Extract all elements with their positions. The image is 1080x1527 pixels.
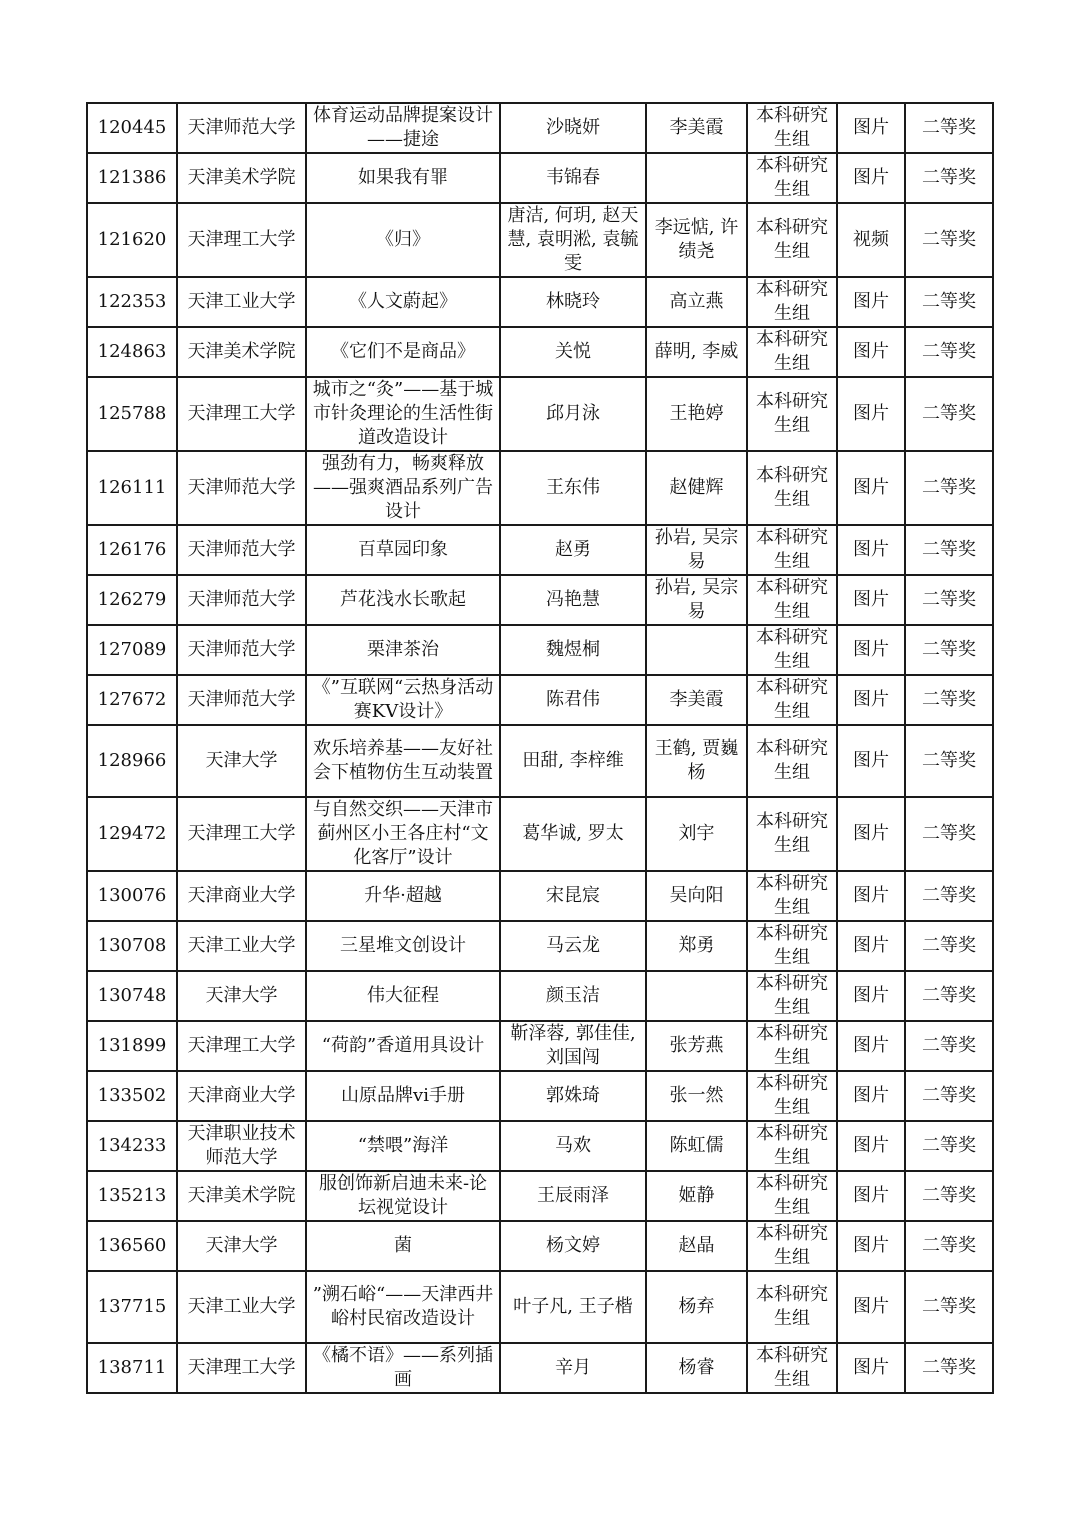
- entry-id-cell: 136560: [87, 1221, 177, 1271]
- work-title-cell: 《橘不语》——系列插画: [306, 1343, 500, 1393]
- group-cell: 本科研究生组: [747, 203, 837, 277]
- work-title-cell: 芦花浅水长歌起: [306, 575, 500, 625]
- authors-cell: 唐洁, 何玥, 赵天慧, 袁明淞, 袁毓雯: [500, 203, 646, 277]
- entry-id-cell: 126279: [87, 575, 177, 625]
- work-type-cell: 图片: [837, 625, 905, 675]
- entry-id-cell: 121386: [87, 153, 177, 203]
- entry-id-cell: 127089: [87, 625, 177, 675]
- table-row: [87, 575, 993, 625]
- work-type-cell: 图片: [837, 575, 905, 625]
- entry-id-cell: 120445: [87, 103, 177, 153]
- work-title-cell: 强劲有力，畅爽释放——强爽酒品系列广告设计: [306, 451, 500, 525]
- group-cell: 本科研究生组: [747, 921, 837, 971]
- school-cell: 天津工业大学: [177, 277, 306, 327]
- table-row: [87, 797, 993, 871]
- award-cell: 二等奖: [905, 797, 993, 871]
- school-cell: 天津商业大学: [177, 1071, 306, 1121]
- work-title-cell: 《人文蔚起》: [306, 277, 500, 327]
- school-cell: 天津大学: [177, 1221, 306, 1271]
- award-cell: 二等奖: [905, 277, 993, 327]
- advisor-cell: 杨睿: [646, 1343, 747, 1393]
- work-type-cell: 图片: [837, 725, 905, 797]
- work-type-cell: 图片: [837, 327, 905, 377]
- school-cell: 天津师范大学: [177, 575, 306, 625]
- advisor-cell: 张芳燕: [646, 1021, 747, 1071]
- authors-cell: 辛月: [500, 1343, 646, 1393]
- award-cell: 二等奖: [905, 1221, 993, 1271]
- group-cell: 本科研究生组: [747, 1021, 837, 1071]
- school-cell: 天津师范大学: [177, 103, 306, 153]
- authors-cell: 关悦: [500, 327, 646, 377]
- work-title-cell: 城市之“灸”——基于城市针灸理论的生活性街道改造设计: [306, 377, 500, 451]
- work-type-cell: 图片: [837, 277, 905, 327]
- authors-cell: 郭姝琦: [500, 1071, 646, 1121]
- entry-id-cell: 128966: [87, 725, 177, 797]
- advisor-cell: 孙岩, 吴宗易: [646, 575, 747, 625]
- school-cell: 天津美术学院: [177, 1171, 306, 1221]
- school-cell: 天津师范大学: [177, 525, 306, 575]
- table-row: [87, 451, 993, 525]
- award-cell: 二等奖: [905, 625, 993, 675]
- authors-cell: 靳泽蓉, 郭佳佳, 刘国闯: [500, 1021, 646, 1071]
- advisor-cell: 张一然: [646, 1071, 747, 1121]
- entry-id-cell: 130708: [87, 921, 177, 971]
- group-cell: 本科研究生组: [747, 797, 837, 871]
- award-cell: 二等奖: [905, 871, 993, 921]
- school-cell: 天津理工大学: [177, 1021, 306, 1071]
- authors-cell: 邱月泳: [500, 377, 646, 451]
- work-title-cell: 《”互联网“云热身活动赛KV设计》: [306, 675, 500, 725]
- entry-id-cell: 138711: [87, 1343, 177, 1393]
- table-row: [87, 675, 993, 725]
- entry-id-cell: 133502: [87, 1071, 177, 1121]
- entry-id-cell: 137715: [87, 1271, 177, 1343]
- work-type-cell: 图片: [837, 1343, 905, 1393]
- table-row: [87, 525, 993, 575]
- entry-id-cell: 124863: [87, 327, 177, 377]
- school-cell: 天津职业技术师范大学: [177, 1121, 306, 1171]
- table-row: [87, 1071, 993, 1121]
- table-row: [87, 921, 993, 971]
- entry-id-cell: 121620: [87, 203, 177, 277]
- table-row: [87, 327, 993, 377]
- award-list-sheet: [86, 102, 992, 1394]
- table-row: [87, 153, 993, 203]
- work-title-cell: 三星堆文创设计: [306, 921, 500, 971]
- advisor-cell: 薛明, 李威: [646, 327, 747, 377]
- group-cell: 本科研究生组: [747, 377, 837, 451]
- work-type-cell: 图片: [837, 1021, 905, 1071]
- work-type-cell: 图片: [837, 1121, 905, 1171]
- table-row: [87, 377, 993, 451]
- authors-cell: 韦锦春: [500, 153, 646, 203]
- award-table-body: [87, 103, 993, 1393]
- table-row: [87, 625, 993, 675]
- authors-cell: 林晓玲: [500, 277, 646, 327]
- authors-cell: 葛华诚, 罗太: [500, 797, 646, 871]
- work-title-cell: 《归》: [306, 203, 500, 277]
- school-cell: 天津大学: [177, 725, 306, 797]
- table-row: [87, 871, 993, 921]
- authors-cell: 魏煜桐: [500, 625, 646, 675]
- school-cell: 天津师范大学: [177, 675, 306, 725]
- group-cell: 本科研究生组: [747, 725, 837, 797]
- group-cell: 本科研究生组: [747, 625, 837, 675]
- work-type-cell: 图片: [837, 525, 905, 575]
- authors-cell: 马欢: [500, 1121, 646, 1171]
- table-row: [87, 277, 993, 327]
- table-row: [87, 1271, 993, 1343]
- advisor-cell: [646, 625, 747, 675]
- advisor-cell: 姬静: [646, 1171, 747, 1221]
- authors-cell: 王东伟: [500, 451, 646, 525]
- entry-id-cell: 129472: [87, 797, 177, 871]
- entry-id-cell: 130076: [87, 871, 177, 921]
- award-cell: 二等奖: [905, 203, 993, 277]
- school-cell: 天津美术学院: [177, 153, 306, 203]
- advisor-cell: 王鹤, 贾巍杨: [646, 725, 747, 797]
- advisor-cell: 李美霞: [646, 675, 747, 725]
- award-cell: 二等奖: [905, 1021, 993, 1071]
- work-type-cell: 图片: [837, 153, 905, 203]
- table-row: [87, 725, 993, 797]
- authors-cell: 马云龙: [500, 921, 646, 971]
- award-cell: 二等奖: [905, 327, 993, 377]
- table-row: [87, 1221, 993, 1271]
- work-title-cell: 欢乐培养基——友好社会下植物仿生互动装置: [306, 725, 500, 797]
- group-cell: 本科研究生组: [747, 575, 837, 625]
- table-row: [87, 1121, 993, 1171]
- award-cell: 二等奖: [905, 1071, 993, 1121]
- group-cell: 本科研究生组: [747, 1171, 837, 1221]
- work-type-cell: 图片: [837, 451, 905, 525]
- school-cell: 天津工业大学: [177, 921, 306, 971]
- authors-cell: 王辰雨泽: [500, 1171, 646, 1221]
- authors-cell: 颜玉洁: [500, 971, 646, 1021]
- school-cell: 天津理工大学: [177, 377, 306, 451]
- group-cell: 本科研究生组: [747, 1221, 837, 1271]
- advisor-cell: 李远惦, 许绩尧: [646, 203, 747, 277]
- entry-id-cell: 125788: [87, 377, 177, 451]
- entry-id-cell: 135213: [87, 1171, 177, 1221]
- entry-id-cell: 134233: [87, 1121, 177, 1171]
- advisor-cell: 陈虹儒: [646, 1121, 747, 1171]
- authors-cell: 宋昆宸: [500, 871, 646, 921]
- group-cell: 本科研究生组: [747, 1271, 837, 1343]
- work-type-cell: 图片: [837, 675, 905, 725]
- advisor-cell: [646, 153, 747, 203]
- school-cell: 天津大学: [177, 971, 306, 1021]
- award-cell: 二等奖: [905, 1343, 993, 1393]
- award-table: [86, 102, 994, 1394]
- advisor-cell: [646, 971, 747, 1021]
- work-type-cell: 图片: [837, 103, 905, 153]
- table-row: [87, 203, 993, 277]
- work-type-cell: 视频: [837, 203, 905, 277]
- authors-cell: 沙晓妍: [500, 103, 646, 153]
- work-title-cell: 菌: [306, 1221, 500, 1271]
- entry-id-cell: 130748: [87, 971, 177, 1021]
- authors-cell: 赵勇: [500, 525, 646, 575]
- work-type-cell: 图片: [837, 377, 905, 451]
- award-cell: 二等奖: [905, 1121, 993, 1171]
- school-cell: 天津工业大学: [177, 1271, 306, 1343]
- work-title-cell: 百草园印象: [306, 525, 500, 575]
- table-row: [87, 971, 993, 1021]
- advisor-cell: 郑勇: [646, 921, 747, 971]
- authors-cell: 田甜, 李梓维: [500, 725, 646, 797]
- entry-id-cell: 126111: [87, 451, 177, 525]
- work-title-cell: 伟大征程: [306, 971, 500, 1021]
- work-title-cell: 服创饰新启迪未来-论坛视觉设计: [306, 1171, 500, 1221]
- work-title-cell: “禁喂”海洋: [306, 1121, 500, 1171]
- school-cell: 天津理工大学: [177, 797, 306, 871]
- entry-id-cell: 122353: [87, 277, 177, 327]
- school-cell: 天津美术学院: [177, 327, 306, 377]
- table-row: [87, 1343, 993, 1393]
- award-cell: 二等奖: [905, 971, 993, 1021]
- group-cell: 本科研究生组: [747, 1071, 837, 1121]
- award-cell: 二等奖: [905, 525, 993, 575]
- entry-id-cell: 127672: [87, 675, 177, 725]
- award-cell: 二等奖: [905, 103, 993, 153]
- group-cell: 本科研究生组: [747, 525, 837, 575]
- award-cell: 二等奖: [905, 575, 993, 625]
- work-title-cell: 栗津茶治: [306, 625, 500, 675]
- group-cell: 本科研究生组: [747, 971, 837, 1021]
- advisor-cell: 吴向阳: [646, 871, 747, 921]
- school-cell: 天津师范大学: [177, 625, 306, 675]
- table-row: [87, 103, 993, 153]
- entry-id-cell: 126176: [87, 525, 177, 575]
- group-cell: 本科研究生组: [747, 675, 837, 725]
- advisor-cell: 刘宇: [646, 797, 747, 871]
- school-cell: 天津理工大学: [177, 203, 306, 277]
- work-type-cell: 图片: [837, 971, 905, 1021]
- group-cell: 本科研究生组: [747, 451, 837, 525]
- group-cell: 本科研究生组: [747, 1121, 837, 1171]
- group-cell: 本科研究生组: [747, 153, 837, 203]
- advisor-cell: 杨弃: [646, 1271, 747, 1343]
- group-cell: 本科研究生组: [747, 277, 837, 327]
- advisor-cell: 孙岩, 吴宗易: [646, 525, 747, 575]
- advisor-cell: 赵晶: [646, 1221, 747, 1271]
- work-title-cell: 如果我有罪: [306, 153, 500, 203]
- school-cell: 天津理工大学: [177, 1343, 306, 1393]
- award-cell: 二等奖: [905, 1271, 993, 1343]
- table-row: [87, 1021, 993, 1071]
- work-type-cell: 图片: [837, 1071, 905, 1121]
- group-cell: 本科研究生组: [747, 327, 837, 377]
- authors-cell: 叶子凡, 王子楷: [500, 1271, 646, 1343]
- advisor-cell: 高立燕: [646, 277, 747, 327]
- award-cell: 二等奖: [905, 1171, 993, 1221]
- work-type-cell: 图片: [837, 1271, 905, 1343]
- authors-cell: 冯艳慧: [500, 575, 646, 625]
- work-type-cell: 图片: [837, 871, 905, 921]
- award-cell: 二等奖: [905, 153, 993, 203]
- award-cell: 二等奖: [905, 675, 993, 725]
- award-cell: 二等奖: [905, 377, 993, 451]
- table-row: [87, 1171, 993, 1221]
- work-type-cell: 图片: [837, 1171, 905, 1221]
- work-type-cell: 图片: [837, 921, 905, 971]
- work-type-cell: 图片: [837, 1221, 905, 1271]
- award-cell: 二等奖: [905, 451, 993, 525]
- authors-cell: 杨文婷: [500, 1221, 646, 1271]
- school-cell: 天津师范大学: [177, 451, 306, 525]
- work-title-cell: 与自然交织——天津市蓟州区小王各庄村“文化客厅”设计: [306, 797, 500, 871]
- work-type-cell: 图片: [837, 797, 905, 871]
- work-title-cell: ”溯石峪“——天津西井峪村民宿改造设计: [306, 1271, 500, 1343]
- work-title-cell: 体育运动品牌提案设计——捷途: [306, 103, 500, 153]
- work-title-cell: 山原品牌vi手册: [306, 1071, 500, 1121]
- authors-cell: 陈君伟: [500, 675, 646, 725]
- award-cell: 二等奖: [905, 725, 993, 797]
- award-cell: 二等奖: [905, 921, 993, 971]
- work-title-cell: 《它们不是商品》: [306, 327, 500, 377]
- advisor-cell: 王艳婷: [646, 377, 747, 451]
- entry-id-cell: 131899: [87, 1021, 177, 1071]
- advisor-cell: 赵健辉: [646, 451, 747, 525]
- advisor-cell: 李美霞: [646, 103, 747, 153]
- group-cell: 本科研究生组: [747, 871, 837, 921]
- work-title-cell: 升华·超越: [306, 871, 500, 921]
- group-cell: 本科研究生组: [747, 103, 837, 153]
- group-cell: 本科研究生组: [747, 1343, 837, 1393]
- school-cell: 天津商业大学: [177, 871, 306, 921]
- work-title-cell: “荷韵”香道用具设计: [306, 1021, 500, 1071]
